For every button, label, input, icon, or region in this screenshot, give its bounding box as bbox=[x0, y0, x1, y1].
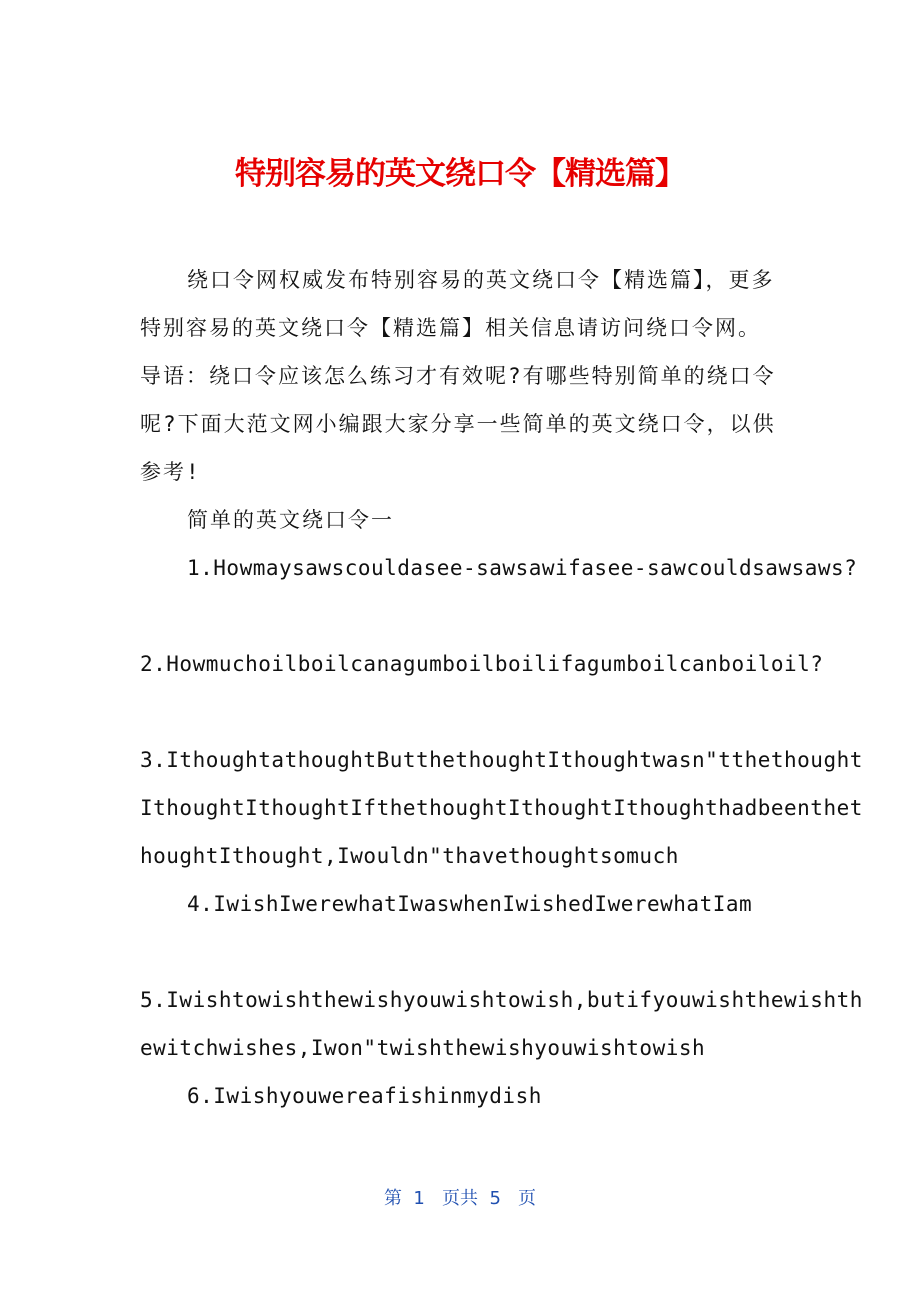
twister-3-line-1: 3.IthoughtathoughtButthethoughtIthoughtwasn"tthethought bbox=[140, 748, 863, 772]
twister-6: 6.Iwishyouwereafishinmydish bbox=[187, 1084, 542, 1108]
document-title: 特别容易的英文绕口令【精选篇】 bbox=[235, 156, 685, 192]
twister-2: 2.Howmuchoilboilcanagumboilboilifagumboilcanboiloil? bbox=[140, 652, 824, 676]
blank-line bbox=[140, 688, 780, 736]
page-number: 第 1 页共 5 页 bbox=[383, 1188, 537, 1209]
twister-5-line-2: ewitchwishes,Iwon"twishthewishyouwishtowish bbox=[140, 1036, 706, 1060]
twister-1: 1.Howmaysawscouldasee-sawsawifasee-sawcouldsawsaws? bbox=[187, 556, 858, 580]
blank-line bbox=[140, 928, 780, 976]
section-heading: 简单的英文绕口令一 bbox=[187, 508, 394, 532]
twister-3-line-3: houghtIthought,Iwouldn"thavethoughtsomuch bbox=[140, 844, 679, 868]
twister-4: 4.IwishIwerewhatIwaswhenIwishedIwerewhatIam bbox=[187, 892, 753, 916]
twister-5-line-1: 5.Iwishtowishthewishyouwishtowish,butifyouwishthewishth bbox=[140, 988, 863, 1012]
twister-3-line-2: IthoughtIthoughtIfthethoughtIthoughtIthoughthadbeenthet bbox=[140, 796, 863, 820]
intro-line-1: 绕口令网权威发布特别容易的英文绕口令【精选篇】，更多 bbox=[187, 268, 775, 292]
intro-line-3: 导语：绕口令应该怎么练习才有效呢?有哪些特别简单的绕口令 bbox=[140, 364, 776, 388]
blank-line bbox=[140, 592, 780, 640]
intro-line-5: 参考! bbox=[140, 460, 201, 484]
document-body bbox=[140, 256, 863, 1120]
intro-line-2: 特别容易的英文绕口令【精选篇】相关信息请访问绕口令网。 bbox=[140, 316, 761, 340]
intro-line-4: 呢?下面大范文网小编跟大家分享一些简单的英文绕口令，以供 bbox=[140, 412, 776, 436]
